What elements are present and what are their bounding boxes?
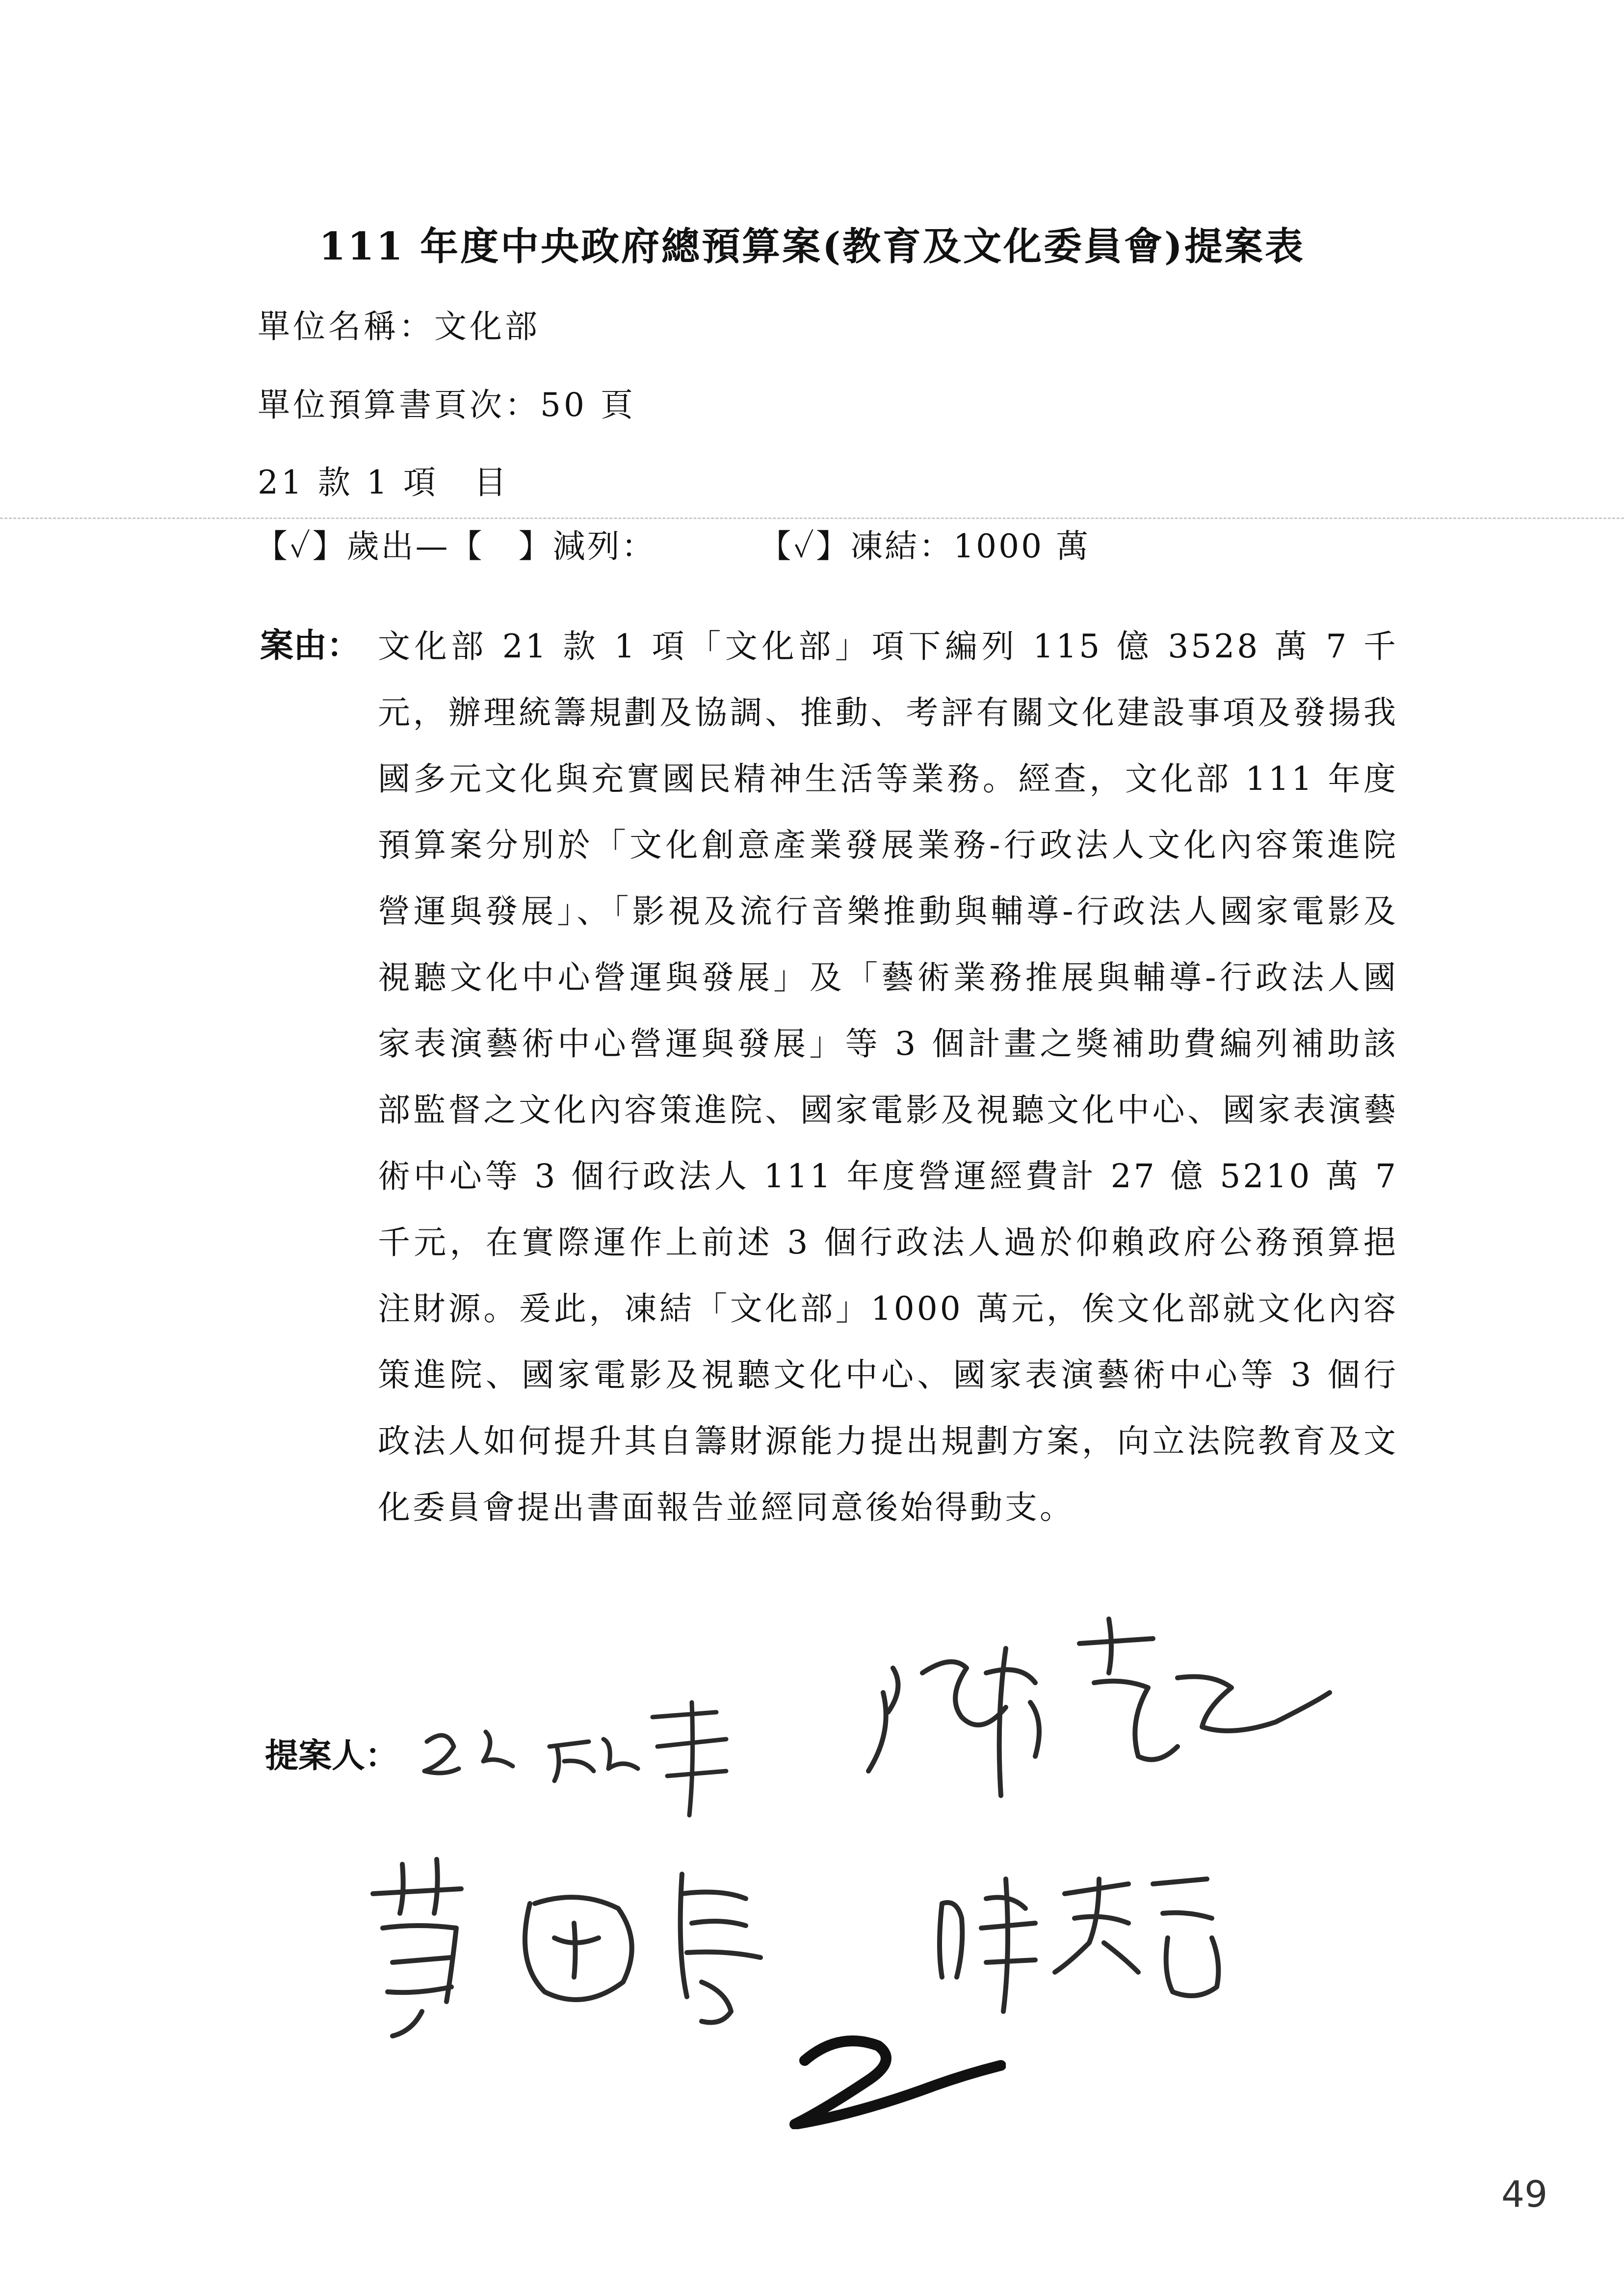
signature-2 bbox=[868, 1619, 1330, 1816]
page-title: 111 年度中央政府總預算案(教育及文化委員會)提案表 bbox=[319, 224, 1305, 269]
unit-name-line: 單位名稱：文化部 bbox=[258, 308, 540, 345]
signature-3 bbox=[373, 1859, 760, 2051]
item-line: 21 款 1 項 目 bbox=[258, 464, 509, 501]
page-number: 49 bbox=[1501, 2173, 1548, 2216]
freeze-option: 【✓】凍結：1000 萬 bbox=[759, 527, 1091, 565]
proposer-label: 提案人： bbox=[265, 1736, 399, 1775]
handwritten-mark bbox=[775, 2026, 1006, 2129]
budget-page-line: 單位預算書頁次：50 頁 bbox=[258, 386, 636, 424]
reason-text: 文化部 21 款 1 項「文化部」項下編列 115 億 3528 萬 7 千元，辦理統籌規劃及協調、推動、考評有關文化建設事項及發揚我國多元文化與充實國民精神生活等業務。經查，文化部 111 年度預算案分別於「文化創意產業發展業務-行政法人文化內容策進院營運與發展」、「影視及流行音樂推動與輔導-行政法人國家電影及視聽文化中心營運與發展」及「藝術業務推展與輔導-行政法人國家表演藝術中心營運與發展」等 3 個計畫之獎補助費編列補助該部監督之文化內容策進院、國家電影及視聽文化中心、國家表演藝術中心等 3 個行政法人 111 年度營運經費計 27 億 5210 萬 7 千元，在實際運作上前述 3 個行政法人過於仰賴政府公務預算挹注財源。爰此，凍結「文化部」1000 萬元，俟文化部就文化內容策進院、國家電影及視聽文化中心、國家表演藝術中心等 3 個行政法人如何提升其自籌財源能力提出規劃方案，向立法院教育及文化委員會提出書面報告並經同意後始得動支。 bbox=[378, 627, 1398, 1526]
signature-1 bbox=[424, 1702, 726, 1835]
reason-label: 案由： bbox=[260, 626, 361, 665]
expenditure-option: 【✓】歲出—【 】減列： bbox=[255, 527, 656, 565]
signature-4 bbox=[940, 1879, 1218, 2051]
